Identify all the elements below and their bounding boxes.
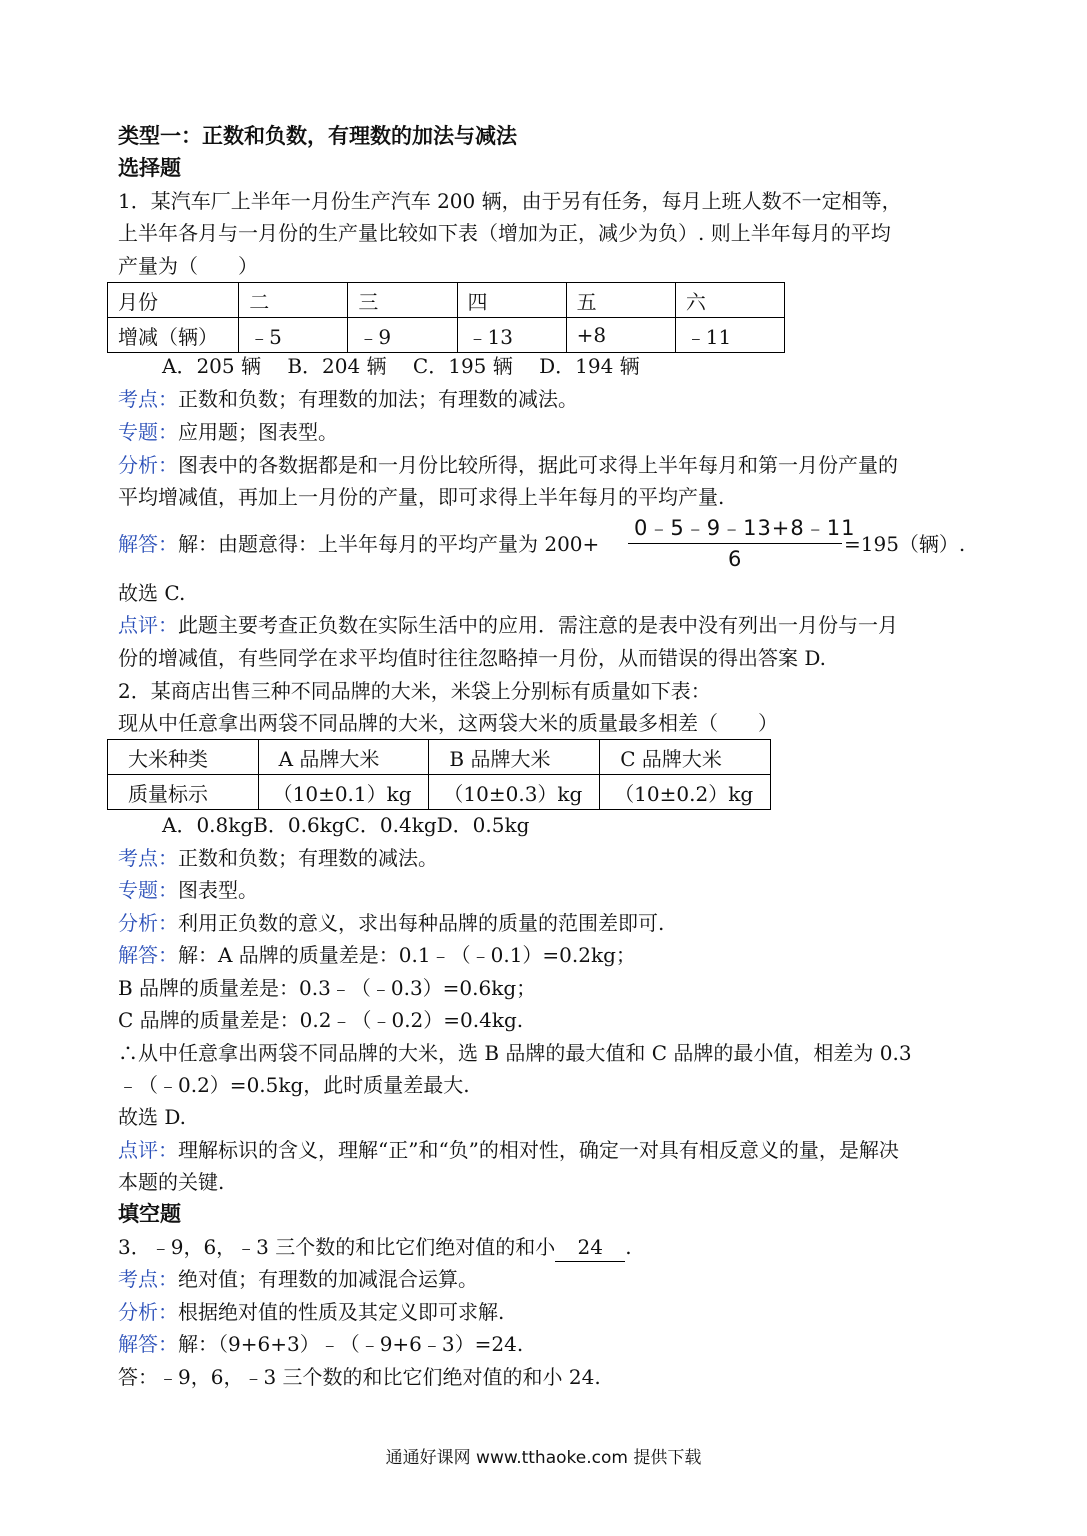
q3-fenxi: [118, 1298, 504, 1326]
table-row: [108, 740, 771, 775]
fill-heading: 填空题: [118, 1201, 181, 1226]
q1-fenxi: [118, 451, 898, 479]
jieda-label: 解答：: [118, 1332, 178, 1356]
q3-kaodian: [118, 1265, 478, 1293]
fraction-bar: [628, 543, 842, 544]
q2-stem-line-1: 2．某商店出售三种不同品牌的大米，米袋上分别标有质量如下表：: [118, 679, 711, 703]
table-cell: 月份: [108, 283, 239, 318]
fenxi-text-1: 图表中的各数据都是和一月份比较所得，据此可求得上半年每月和第一月份产量的: [178, 453, 898, 477]
q2-kaodian: [118, 844, 438, 872]
table-row: [108, 283, 785, 318]
zhuanti-label: 专题：: [118, 420, 178, 444]
q1-fenxi-line-2: 平均增减值，再加上一月份的产量，即可求得上半年每月的平均产量.: [118, 485, 725, 509]
q1-guxuan: 故选 C.: [118, 581, 186, 605]
fenxi-label: 分析：: [118, 1300, 178, 1324]
fenxi-text: 利用正负数的意义，求出每种品牌的质量的范围差即可.: [178, 911, 665, 935]
q3-stem-suffix: .: [625, 1235, 632, 1259]
q2-dianping: [118, 1136, 899, 1164]
table-cell: 六: [675, 283, 784, 318]
kaodian-label: 考点：: [118, 1267, 178, 1291]
q3-stem: [118, 1233, 632, 1262]
kaodian-label: 考点：: [118, 387, 178, 411]
table-row: [108, 318, 785, 353]
q1-table: [107, 282, 785, 353]
zhuanti-text: 图表型。: [178, 878, 258, 902]
table-cell: （10±0.3）kg: [429, 775, 600, 810]
table-cell: A 品牌大米: [258, 740, 429, 775]
section-title: 类型一：正数和负数，有理数的加法与减法: [118, 123, 517, 148]
dianping-text-1: 此题主要考查正负数在实际生活中的应用．需注意的是表中没有列出一月份与一月: [178, 613, 898, 637]
q1-stem-line-1: 1．某汽车厂上半年一月份生产汽车 200 辆，由于另有任务，每月上班人数不一定相等，: [118, 189, 902, 213]
table-cell: 大米种类: [108, 740, 259, 775]
fenxi-label: 分析：: [118, 453, 178, 477]
table-cell: C 品牌大米: [600, 740, 771, 775]
q2-fenxi: [118, 909, 664, 937]
dianping-text-1: 理解标识的含义，理解“正”和“负”的相对性，确定一对具有相反意义的量，是解决: [178, 1138, 899, 1162]
table-cell: （10±0.1）kg: [258, 775, 429, 810]
q1-stem-line-3: 产量为（ ）: [118, 254, 258, 278]
fraction-denominator: 6: [728, 547, 742, 571]
q3-da: 答：﹣9，6，﹣3 三个数的和比它们绝对值的和小 24.: [118, 1365, 601, 1389]
table-cell: ﹣9: [348, 318, 457, 353]
table-cell: 五: [566, 283, 675, 318]
table-cell: ﹣5: [239, 318, 348, 353]
dianping-label: 点评：: [118, 1138, 178, 1162]
q1-dianping-line-2: 份的增减值，有些同学在求平均值时往往忽略掉一月份，从而错误的得出答案 D.: [118, 646, 827, 670]
kaodian-text: 正数和负数；有理数的加法；有理数的减法。: [178, 387, 578, 411]
q1-options: A．205 辆 B．204 辆 C．195 辆 D．194 辆: [162, 354, 640, 378]
table-cell: ﹣13: [457, 318, 566, 353]
table-cell: 二: [239, 283, 348, 318]
zhuanti-label: 专题：: [118, 878, 178, 902]
q1-fraction: [628, 512, 856, 574]
jieda-text: 解：（9+6+3）﹣（﹣9+6﹣3）=24.: [178, 1332, 524, 1356]
q2-jieda-line-2: B 品牌的质量差是：0.3﹣（﹣0.3）=0.6kg；: [118, 976, 537, 1000]
q2-guxuan: 故选 D.: [118, 1105, 187, 1129]
fraction-numerator: 0﹣5﹣9﹣13+8﹣11: [634, 516, 856, 540]
table-row: [108, 775, 771, 810]
q3-stem-prefix: 3．﹣9，6，﹣3 三个数的和比它们绝对值的和小: [118, 1235, 556, 1259]
q2-dianping-line-2: 本题的关键.: [118, 1170, 225, 1194]
q1-jieda: [118, 530, 599, 558]
table-cell: 增减（辆）: [108, 318, 239, 353]
q2-jieda: [118, 941, 636, 969]
table-cell: 三: [348, 283, 457, 318]
q1-stem-line-2: 上半年各月与一月份的生产量比较如下表（增加为正，减少为负）. 则上半年每月的平均: [118, 221, 891, 245]
kaodian-text: 绝对值；有理数的加减混合运算。: [178, 1267, 478, 1291]
q1-zhuanti: [118, 418, 338, 446]
fenxi-label: 分析：: [118, 911, 178, 935]
q2-jieda-line-4: ∴从中任意拿出两袋不同品牌的大米，选 B 品牌的最大值和 C 品牌的最小值，相差为 0.3: [118, 1041, 912, 1065]
dianping-label: 点评：: [118, 613, 178, 637]
table-cell: +8: [566, 318, 675, 353]
kaodian-text: 正数和负数；有理数的减法。: [178, 846, 438, 870]
jieda-label: 解答：: [118, 532, 178, 556]
q3-answer-blank: 24: [555, 1233, 625, 1262]
q3-jieda: [118, 1330, 523, 1358]
choice-heading: 选择题: [118, 155, 181, 180]
jieda-prefix: 解：由题意得：上半年每月的平均产量为 200+: [178, 532, 600, 556]
q2-jieda-line-5: ﹣（﹣0.2）=0.5kg，此时质量差最大.: [118, 1073, 470, 1097]
table-cell: （10±0.2）kg: [600, 775, 771, 810]
table-cell: 质量标示: [108, 775, 259, 810]
q2-jieda-line-3: C 品牌的质量差是：0.2﹣（﹣0.2）=0.4kg.: [118, 1008, 524, 1032]
q2-options: A．0.8kgB．0.6kgC．0.4kgD．0.5kg: [162, 813, 530, 837]
page-footer: 通通好课网 www.tthaoke.com 提供下载: [385, 1448, 702, 1468]
q2-stem-line-2: 现从中任意拿出两袋不同品牌的大米，这两袋大米的质量最多相差（ ）: [118, 711, 778, 735]
q2-zhuanti: [118, 876, 258, 904]
table-cell: ﹣11: [675, 318, 784, 353]
q1-dianping: [118, 611, 898, 639]
table-cell: B 品牌大米: [429, 740, 600, 775]
table-cell: 四: [457, 283, 566, 318]
jieda-text-1: 解：A 品牌的质量差是：0.1﹣（﹣0.1）=0.2kg；: [178, 943, 636, 967]
fenxi-text: 根据绝对值的性质及其定义即可求解.: [178, 1300, 505, 1324]
jieda-suffix: =195（辆）.: [844, 532, 966, 556]
q1-kaodian: [118, 385, 578, 413]
kaodian-label: 考点：: [118, 846, 178, 870]
q2-table: [107, 739, 771, 810]
jieda-label: 解答：: [118, 943, 178, 967]
zhuanti-text: 应用题；图表型。: [178, 420, 338, 444]
